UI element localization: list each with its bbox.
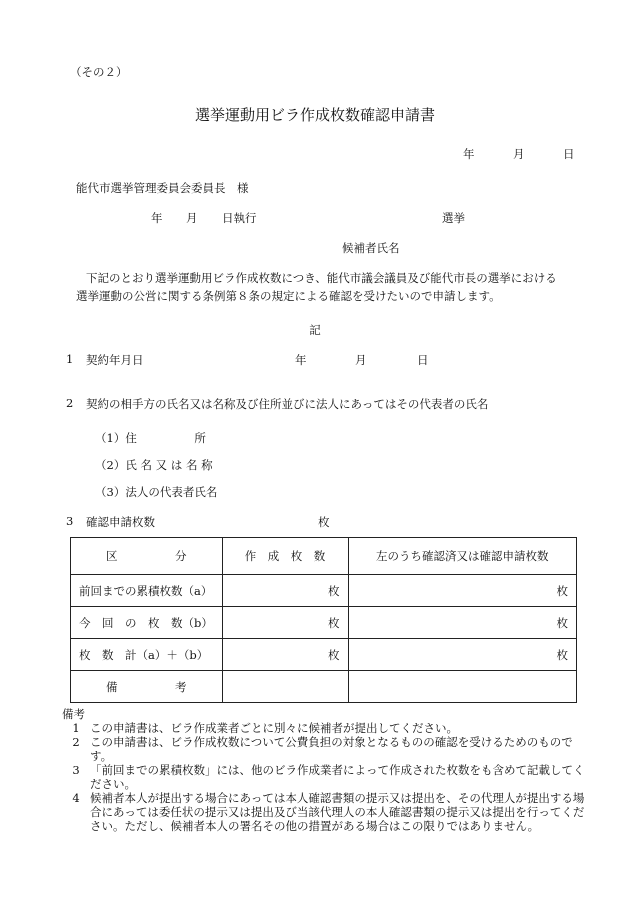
- item3-number: 3: [66, 514, 74, 528]
- row-label: 前回までの累積枚数（a）: [71, 575, 223, 607]
- note-number: 1: [72, 721, 80, 735]
- note-text: この申請書は、ビラ作成業者ごとに別々に候補者が提出してください。: [90, 721, 458, 735]
- row-label: 備 考: [71, 671, 223, 703]
- note-text: 候補者本人が提出する場合にあっては本人確認書類の提示又は提出を、その代理人が提出する場合にあっては委任状の提示又は提出及び当該代理人の本人確認書類の提示又は提出を行ってください。ただし、候補者本人の署名その他の措置がある場合はこの限りではありません。: [90, 791, 585, 833]
- form-number: （その２）: [70, 65, 128, 79]
- note-number: 3: [72, 763, 80, 777]
- header-produced: 作 成 枚 数: [222, 538, 348, 575]
- item1-day: 日: [417, 353, 429, 367]
- header-category: 区 分: [71, 538, 223, 575]
- item2-representative: （3）法人の代表者氏名: [95, 485, 218, 499]
- item3-label: 確認申請枚数: [86, 515, 155, 529]
- table-row: [71, 575, 577, 607]
- date-day: 日: [563, 147, 575, 161]
- candidate-name-label: 候補者氏名: [342, 241, 400, 255]
- note-number: 2: [72, 735, 80, 749]
- page-title: 選挙運動用ビラ作成枚数確認申請書: [194, 106, 435, 124]
- notes-section: [62, 707, 592, 833]
- count-table: [70, 537, 577, 703]
- item1-number: 1: [66, 352, 74, 366]
- election-year: 年: [151, 211, 163, 225]
- row-confirmed-cell[interactable]: [348, 671, 576, 703]
- item2-number: 2: [66, 396, 74, 410]
- note-item: [62, 735, 592, 763]
- election-day: 日執行: [222, 211, 257, 225]
- item2-name: （2）氏 名 又 は 名 称: [95, 458, 213, 472]
- row-label: 今 回 の 枚 数（b）: [71, 607, 223, 639]
- item2-label: 契約の相手方の氏名又は名称及び住所並びに法人にあってはその代表者の氏名: [86, 397, 489, 411]
- row-produced-cell[interactable]: 枚: [222, 575, 348, 607]
- note-text: この申請書は、ビラ作成枚数について公費負担の対象となるものの確認を受けるためのものです。: [90, 735, 573, 763]
- table-header-row: [71, 538, 577, 575]
- note-text: 「前回までの累積枚数」には、他のビラ作成業者によって作成された枚数をも含めて記載してください。: [90, 763, 585, 791]
- addressee: 能代市選挙管理委員会委員長 様: [76, 181, 249, 195]
- row-confirmed-cell[interactable]: 枚: [348, 607, 576, 639]
- row-label: 枚 数 計（a）＋（b）: [71, 639, 223, 671]
- date-month: 月: [513, 147, 525, 161]
- date-year: 年: [463, 147, 475, 161]
- note-number: 4: [72, 791, 80, 805]
- item3-unit: 枚: [318, 515, 330, 529]
- note-item: [62, 763, 592, 791]
- row-produced-cell[interactable]: 枚: [222, 639, 348, 671]
- table-row: [71, 639, 577, 671]
- note-item: [62, 721, 592, 735]
- item2-address: （1）住 所: [95, 431, 206, 445]
- table-row: [71, 607, 577, 639]
- ki-heading: 記: [309, 323, 321, 337]
- table-row: [71, 671, 577, 703]
- election-month: 月: [186, 211, 198, 225]
- row-confirmed-cell[interactable]: 枚: [348, 575, 576, 607]
- item1-label: 契約年月日: [86, 353, 144, 367]
- item1-year: 年: [295, 353, 307, 367]
- row-confirmed-cell[interactable]: 枚: [348, 639, 576, 671]
- intro-line-1: 下記のとおり選挙運動用ビラ作成枚数につき、能代市議会議員及び能代市長の選挙における: [86, 271, 557, 285]
- item1-month: 月: [355, 353, 367, 367]
- intro-line-2: 選挙運動の公営に関する条例第８条の規定による確認を受けたいので申請します。: [76, 289, 501, 303]
- notes-title: 備考: [62, 707, 85, 721]
- note-item: [62, 791, 592, 833]
- election-suffix: 選挙: [442, 211, 465, 225]
- row-produced-cell[interactable]: [222, 671, 348, 703]
- row-produced-cell[interactable]: 枚: [222, 607, 348, 639]
- header-confirmed: 左のうち確認済又は確認申請枚数: [348, 538, 576, 575]
